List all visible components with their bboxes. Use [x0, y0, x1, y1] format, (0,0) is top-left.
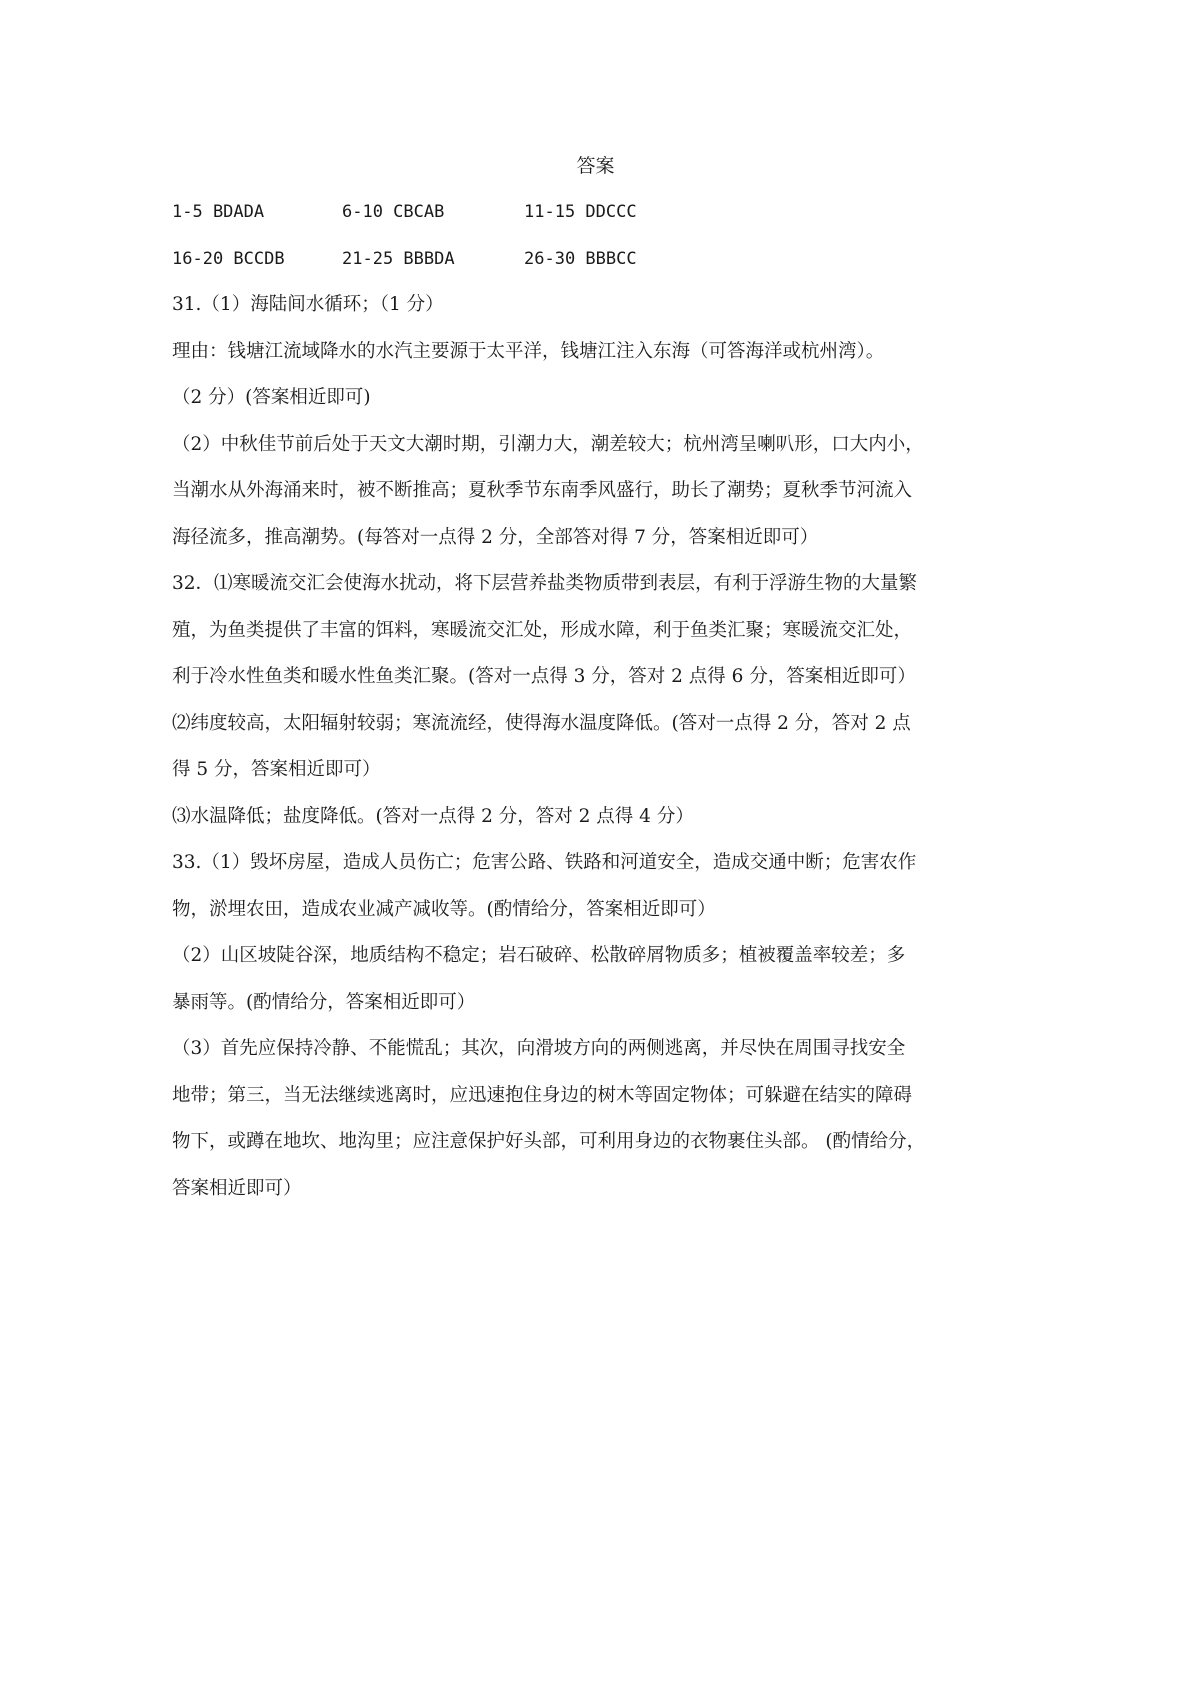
text-line: （2）中秋佳节前后处于天文大潮时期，引潮力大，潮差较大；杭州湾呈喇叭形，口大内小， — [172, 433, 924, 455]
answer-key-cell: 6-10 CBCAB — [342, 202, 445, 222]
answer-key-cell: 21-25 BBBDA — [342, 248, 455, 269]
text-line: （3）首先应保持冷静、不能慌乱；其次，向滑坡方向的两侧逃离，并尽快在周围寻找安全 — [172, 1038, 906, 1059]
text-line: 理由：钱塘江流域降水的水汽主要源于太平洋，钱塘江注入东海（可答海洋或杭州湾）。 — [172, 340, 885, 362]
text-line: 暴雨等。(酌情给分，答案相近即可） — [172, 991, 476, 1013]
text-line: （2 分）(答案相近即可) — [172, 387, 371, 408]
text-line: 当潮水从外海涌来时，被不断推高；夏秋季节东南季风盛行，助长了潮势；夏秋季节河流入 — [172, 480, 913, 501]
text-line: 答案相近即可） — [172, 1177, 302, 1199]
text-line: 殖，为鱼类提供了丰富的饵料，寒暖流交汇处，形成水障，利于鱼类汇聚；寒暖流交汇处， — [172, 619, 913, 641]
answer-key-row-1 — [172, 198, 1018, 226]
text-line: ⑶水温降低；盐度降低。(答对一点得 2 分，答对 2 点得 4 分） — [172, 805, 694, 827]
text-line: 31.（1）海陆间水循环；（1 分） — [172, 294, 444, 315]
answer-key-cell: 26-30 BBBCC — [524, 248, 637, 269]
text-line: 物下，或蹲在地坎、地沟里；应注意保护好头部，可利用身边的衣物裹住头部。 (酌情给分， — [172, 1131, 926, 1152]
answer-content — [172, 198, 1018, 1221]
answer-key-row-2 — [172, 245, 1018, 273]
text-line: 海径流多，推高潮势。(每答对一点得 2 分，全部答对得 7 分，答案相近即可） — [172, 526, 819, 548]
text-line: 物，淤埋农田，造成农业减产减收等。(酌情给分，答案相近即可） — [172, 898, 716, 920]
answer-key-cell: 16-20 BCCDB — [172, 248, 285, 269]
text-line: 32．⑴寒暖流交汇会使海水扰动，将下层营养盐类物质带到表层，有利于浮游生物的大量繁 — [172, 573, 918, 594]
answer-key-cell: 11-15 DDCCC — [524, 202, 637, 222]
text-line: （2）山区坡陡谷深，地质结构不稳定；岩石破碎、松散碎屑物质多；植被覆盖率较差；多 — [172, 945, 906, 966]
answer-key-cell: 1-5 BDADA — [172, 202, 265, 222]
text-line: ⑵纬度较高，太阳辐射较弱；寒流流经，使得海水温度降低。(答对一点得 2 分，答对 2 点 — [172, 712, 911, 734]
text-line: 利于冷水性鱼类和暖水性鱼类汇聚。(答对一点得 3 分，答对 2 点得 6 分，答案相近即可） — [172, 666, 916, 687]
page-title: 答案 — [576, 155, 615, 177]
text-line: 33.（1）毁坏房屋，造成人员伤亡；危害公路、铁路和河道安全，造成交通中断；危害农作 — [172, 852, 917, 873]
text-line: 地带；第三，当无法继续逃离时，应迅速抱住身边的树木等固定物体；可躲避在结实的障碍 — [172, 1084, 913, 1106]
text-line: 得 5 分，答案相近即可） — [172, 759, 381, 780]
